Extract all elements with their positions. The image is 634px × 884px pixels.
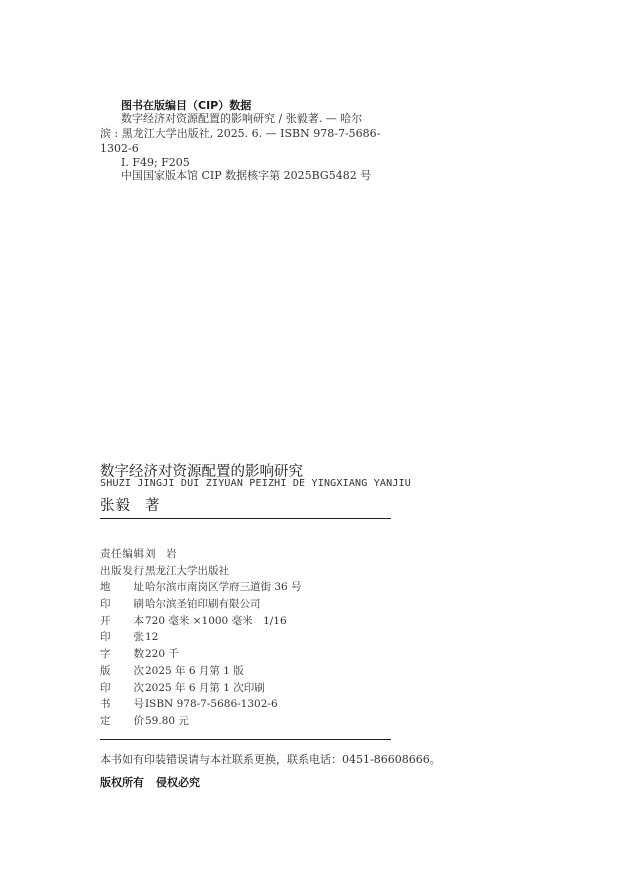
- detail-row: [100, 613, 302, 630]
- detail-label: [100, 646, 144, 663]
- rights-statement: [100, 774, 200, 790]
- detail-label: [100, 563, 144, 580]
- detail-label: [100, 629, 144, 646]
- infringement-notice: 侵权必究: [156, 776, 200, 789]
- detail-label-char: 价: [133, 714, 144, 727]
- cip-line-classification: Ⅰ. F49; F205: [121, 156, 190, 169]
- publication-details: [100, 546, 302, 730]
- detail-label-char: 印: [100, 681, 111, 694]
- detail-value: 哈尔滨市南岗区学府三道街 36 号: [145, 581, 302, 594]
- detail-row: [100, 663, 302, 680]
- detail-label: [100, 596, 144, 613]
- book-title: 数字经济对资源配置的影响研究: [100, 464, 303, 480]
- detail-row: [100, 629, 302, 646]
- detail-row: [100, 563, 302, 580]
- book-title-pinyin: SHUZI JINGJI DUI ZIYUAN PEIZHI DE YINGXIANG YANJIU: [100, 478, 412, 489]
- detail-label: [100, 713, 144, 730]
- detail-row: [100, 546, 302, 563]
- detail-value: 黑龙江大学出版社: [145, 564, 229, 577]
- detail-label-char: 张: [133, 631, 144, 644]
- detail-label: [100, 696, 144, 713]
- detail-label: [100, 613, 144, 630]
- cip-line-title-author: 数字经济对资源配置的影响研究 / 张毅著. — 哈尔: [121, 112, 363, 125]
- detail-label-char: 号: [133, 698, 144, 711]
- detail-label-char: 发: [122, 564, 133, 577]
- author-name: 张毅: [100, 498, 131, 514]
- detail-label-char: 辑: [133, 548, 144, 560]
- detail-label-char: 址: [133, 581, 144, 594]
- detail-label-char: 版: [111, 564, 122, 577]
- detail-value: 刘 岩: [145, 548, 177, 560]
- detail-label-char: 开: [100, 614, 111, 627]
- detail-row: [100, 579, 302, 596]
- book-author-line: [100, 494, 160, 515]
- detail-value: 2025 年 6 月第 1 版: [145, 664, 244, 677]
- detail-row: [100, 646, 302, 663]
- detail-label-char: 印: [100, 598, 111, 611]
- detail-row: [100, 713, 302, 730]
- detail-row: [100, 596, 302, 613]
- detail-label-char: 本: [133, 614, 144, 627]
- author-role: 著: [145, 498, 160, 514]
- divider-top: [100, 518, 391, 519]
- rights-reserved: 版权所有: [100, 776, 144, 789]
- detail-row: [100, 680, 302, 697]
- cip-line-record-number: 中国国家版本馆 CIP 数据核字第 2025BG5482 号: [121, 169, 372, 182]
- detail-label-char: 印: [100, 631, 111, 644]
- detail-value: 哈尔滨圣铂印刷有限公司: [145, 598, 261, 611]
- detail-label-char: 行: [133, 564, 144, 577]
- detail-label-char: 地: [100, 581, 111, 594]
- detail-label-char: 出: [100, 564, 111, 577]
- detail-label-char: 数: [133, 648, 144, 661]
- cip-heading: 图书在版编目（CIP）数据: [121, 99, 252, 112]
- detail-value: 2025 年 6 月第 1 次印刷: [145, 681, 265, 694]
- cip-line-isbn-end: 1302-6: [100, 142, 139, 155]
- detail-label: [100, 579, 144, 596]
- detail-label-char: 次: [133, 681, 144, 694]
- detail-label-char: 书: [100, 698, 111, 711]
- detail-label: [100, 663, 144, 680]
- detail-label-char: 编: [122, 548, 133, 560]
- detail-value: ISBN 978-7-5686-1302-6: [145, 698, 278, 711]
- detail-label-char: 责: [100, 548, 111, 560]
- cip-line-publisher-isbn: 滨 : 黑龙江大学出版社, 2025. 6. — ISBN 978-7-5686-: [100, 127, 381, 140]
- detail-label: [100, 546, 144, 563]
- detail-value: 220 千: [145, 648, 179, 661]
- detail-row: [100, 696, 302, 713]
- detail-label-char: 版: [100, 664, 111, 677]
- detail-label-char: 刷: [133, 598, 144, 611]
- detail-label-char: 任: [111, 548, 122, 560]
- detail-label-char: 次: [133, 664, 144, 677]
- detail-label: [100, 680, 144, 697]
- detail-value: 12: [145, 631, 159, 644]
- detail-value: 59.80 元: [145, 714, 189, 727]
- detail-label-char: 字: [100, 648, 111, 661]
- misprint-notice: 本书如有印装错误请与本社联系更换，联系电话：0451-86608666。: [100, 753, 441, 766]
- detail-label-char: 定: [100, 714, 111, 727]
- detail-value: 720 毫米 ×1000 毫米 1/16: [145, 614, 287, 627]
- divider-bottom: [100, 739, 391, 740]
